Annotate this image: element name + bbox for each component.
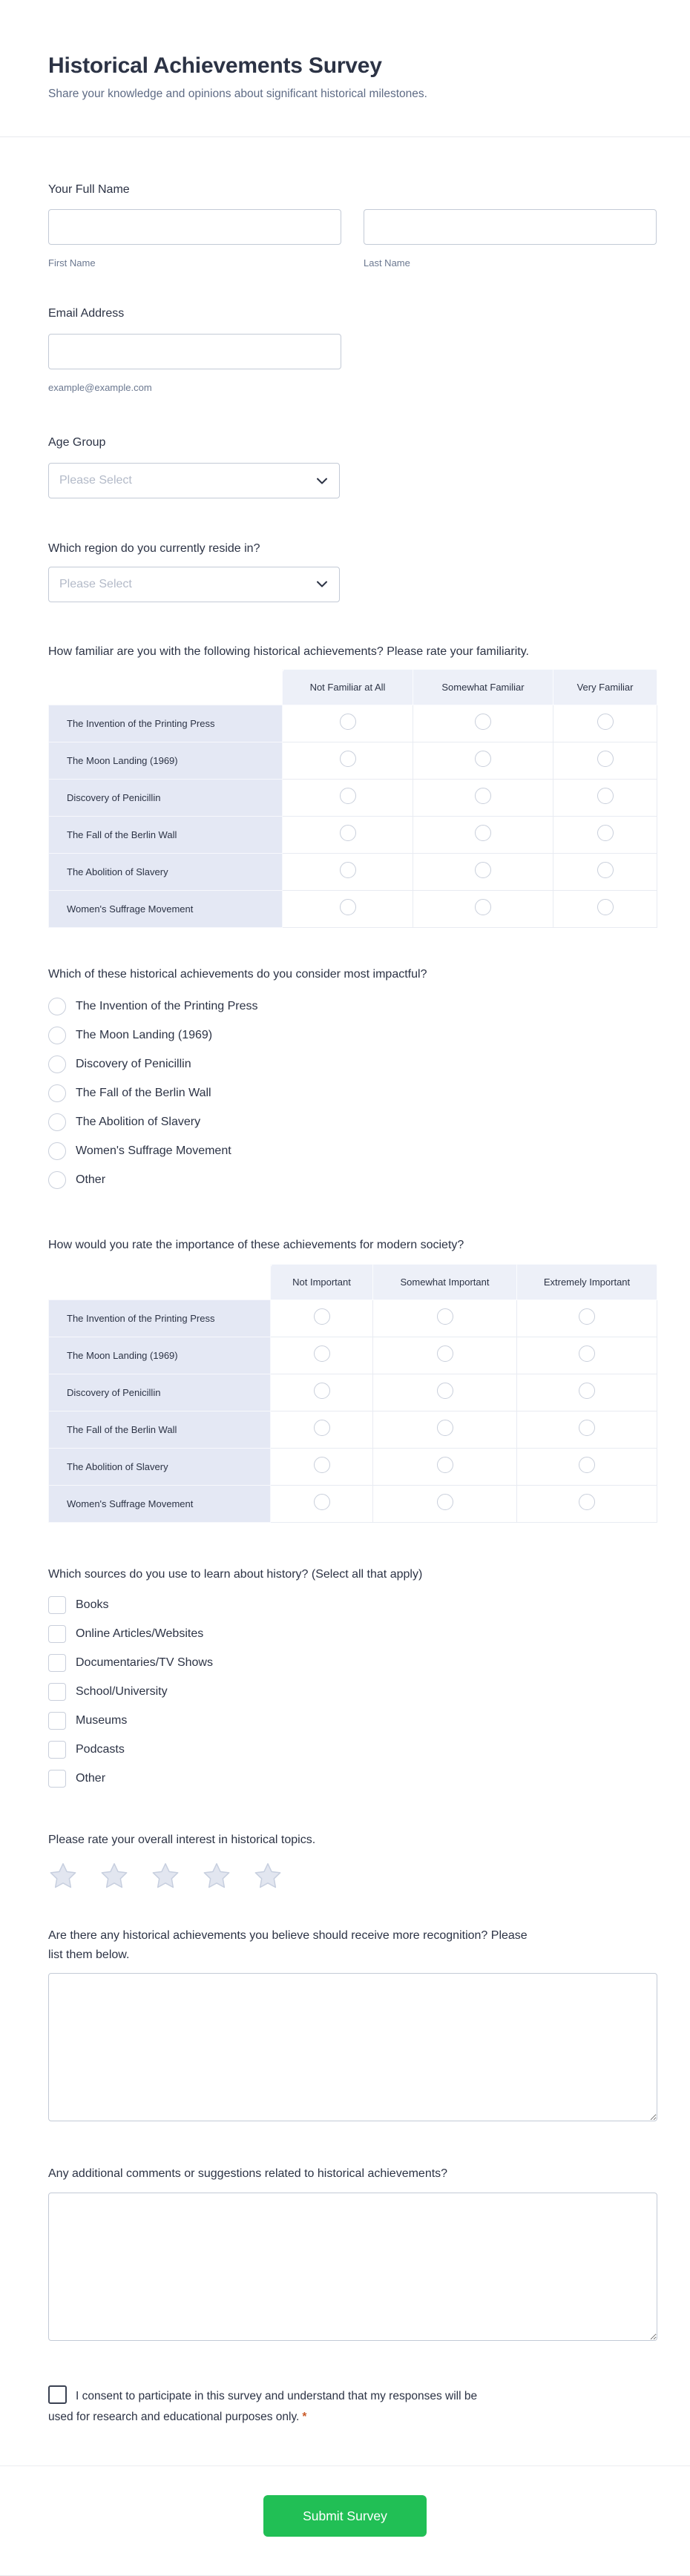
radio-button[interactable] bbox=[48, 1171, 66, 1189]
table-row bbox=[49, 1374, 657, 1411]
matrix-row-label: The Abolition of Slavery bbox=[49, 853, 283, 890]
recognition-label: Are there any historical achievements you believe should receive more recognition? Please list them below. bbox=[48, 1928, 528, 1961]
star-icon[interactable] bbox=[48, 1861, 78, 1891]
radio-option-label: Discovery of Penicillin bbox=[76, 1058, 191, 1071]
matrix-radio[interactable] bbox=[340, 862, 356, 878]
matrix-radio[interactable] bbox=[437, 1420, 453, 1436]
question-matrix-importance bbox=[48, 1236, 657, 1522]
matrix-row-label: Discovery of Penicillin bbox=[49, 779, 283, 816]
list-item bbox=[48, 1169, 657, 1191]
list-item bbox=[48, 1768, 657, 1790]
checkbox[interactable] bbox=[48, 1683, 66, 1701]
consent-field bbox=[48, 2385, 493, 2428]
header-divider bbox=[0, 136, 690, 137]
list-item bbox=[48, 1594, 657, 1616]
chevron-down-icon bbox=[317, 478, 327, 484]
list-item bbox=[48, 1681, 657, 1703]
checkbox[interactable] bbox=[48, 1770, 66, 1788]
page-title: Historical Achievements Survey bbox=[48, 53, 382, 78]
matrix-radio[interactable] bbox=[314, 1494, 330, 1510]
table-row bbox=[49, 1299, 657, 1337]
table-row bbox=[49, 890, 657, 927]
checkbox-option-label: Books bbox=[76, 1598, 109, 1612]
matrix-radio[interactable] bbox=[437, 1457, 453, 1473]
full-name-label: Your Full Name bbox=[48, 183, 130, 196]
matrix-radio[interactable] bbox=[437, 1308, 453, 1325]
radio-option-label: The Invention of the Printing Press bbox=[76, 1000, 258, 1013]
matrix-column-header: Extremely Important bbox=[517, 1264, 657, 1299]
list-item bbox=[48, 1024, 657, 1047]
matrix-radio[interactable] bbox=[597, 751, 614, 767]
matrix-radio[interactable] bbox=[579, 1494, 595, 1510]
matrix-importance-table bbox=[48, 1264, 657, 1523]
consent-checkbox[interactable] bbox=[48, 2385, 67, 2404]
table-row bbox=[49, 853, 657, 890]
radio-option-label: The Abolition of Slavery bbox=[76, 1116, 201, 1129]
matrix-column-header: Somewhat Familiar bbox=[413, 669, 553, 705]
matrix-radio[interactable] bbox=[597, 899, 614, 915]
matrix-radio[interactable] bbox=[475, 825, 491, 841]
comments-textarea[interactable] bbox=[48, 2193, 657, 2341]
matrix-row-label: The Invention of the Printing Press bbox=[49, 705, 283, 742]
checkbox-option-label: Documentaries/TV Shows bbox=[76, 1656, 213, 1670]
matrix-row-label: The Fall of the Berlin Wall bbox=[49, 1411, 271, 1448]
matrix-radio[interactable] bbox=[597, 714, 614, 730]
age-group-select[interactable] bbox=[48, 463, 340, 498]
matrix-radio[interactable] bbox=[314, 1457, 330, 1473]
checkbox-option-label: Online Articles/Websites bbox=[76, 1627, 204, 1641]
matrix-row-label: Women's Suffrage Movement bbox=[49, 890, 283, 927]
submit-button[interactable]: Submit Survey bbox=[263, 2495, 427, 2537]
matrix-radio[interactable] bbox=[597, 788, 614, 804]
table-row bbox=[49, 705, 657, 742]
matrix-radio[interactable] bbox=[340, 751, 356, 767]
checkbox[interactable] bbox=[48, 1654, 66, 1672]
matrix-column-header: Somewhat Important bbox=[373, 1264, 517, 1299]
matrix-radio[interactable] bbox=[437, 1494, 453, 1510]
matrix-radio[interactable] bbox=[475, 899, 491, 915]
matrix-row-label: The Moon Landing (1969) bbox=[49, 1337, 271, 1374]
matrix-radio[interactable] bbox=[314, 1420, 330, 1436]
region-select[interactable] bbox=[48, 567, 340, 602]
checkbox[interactable] bbox=[48, 1741, 66, 1759]
radio-button[interactable] bbox=[48, 1113, 66, 1131]
age-group-selected-value: Please Select bbox=[59, 474, 132, 487]
email-sublabel: example@example.com bbox=[48, 381, 152, 393]
last-name-sublabel: Last Name bbox=[364, 257, 410, 269]
form-body bbox=[0, 180, 690, 2427]
question-sources bbox=[48, 1565, 657, 1790]
question-region bbox=[48, 539, 657, 602]
matrix-radio[interactable] bbox=[597, 862, 614, 878]
list-item bbox=[48, 1053, 657, 1075]
matrix-row-label: The Abolition of Slavery bbox=[49, 1448, 271, 1485]
radio-option-label: The Moon Landing (1969) bbox=[76, 1029, 213, 1042]
matrix-radio[interactable] bbox=[314, 1308, 330, 1325]
matrix-radio[interactable] bbox=[314, 1383, 330, 1399]
consent-text: I consent to participate in this survey and understand that my responses will be used for research and educational purposes only. bbox=[48, 2389, 478, 2423]
matrix-radio[interactable] bbox=[597, 825, 614, 841]
table-row bbox=[49, 816, 657, 853]
matrix-radio[interactable] bbox=[340, 788, 356, 804]
matrix-row-label: The Invention of the Printing Press bbox=[49, 1299, 271, 1337]
chevron-down-icon bbox=[317, 581, 327, 587]
region-label: Which region do you currently reside in? bbox=[48, 542, 260, 556]
table-row bbox=[49, 1448, 657, 1485]
interest-rating-label: Please rate your overall interest in historical topics. bbox=[48, 1834, 316, 1847]
star-icon[interactable] bbox=[151, 1861, 180, 1891]
matrix-radio[interactable] bbox=[475, 788, 491, 804]
question-recognition bbox=[48, 1926, 657, 2122]
matrix-radio[interactable] bbox=[340, 825, 356, 841]
matrix-radio[interactable] bbox=[340, 714, 356, 730]
list-item bbox=[48, 1140, 657, 1162]
checkbox[interactable] bbox=[48, 1625, 66, 1643]
list-item bbox=[48, 1623, 657, 1645]
matrix-radio[interactable] bbox=[340, 899, 356, 915]
most-impactful-label: Which of these historical achievements do you consider most impactful? bbox=[48, 967, 427, 981]
question-email bbox=[48, 304, 657, 392]
age-group-label: Age Group bbox=[48, 435, 106, 449]
matrix-radio[interactable] bbox=[314, 1345, 330, 1362]
matrix-familiarity-table bbox=[48, 669, 657, 928]
list-item bbox=[48, 1739, 657, 1761]
form-header bbox=[0, 0, 690, 101]
checkbox-option-label: Museums bbox=[76, 1714, 128, 1727]
radio-option-label: Women's Suffrage Movement bbox=[76, 1144, 231, 1158]
region-selected-value: Please Select bbox=[59, 577, 132, 590]
table-row bbox=[49, 1411, 657, 1448]
matrix-radio[interactable] bbox=[579, 1383, 595, 1399]
question-full-name bbox=[48, 180, 657, 269]
matrix-row-label: Women's Suffrage Movement bbox=[49, 1485, 271, 1522]
question-comments bbox=[48, 2164, 657, 2340]
matrix-familiarity-label: How familiar are you with the following historical achievements? Please rate your familiarity. bbox=[48, 645, 529, 658]
question-most-impactful bbox=[48, 965, 657, 1191]
matrix-radio[interactable] bbox=[437, 1345, 453, 1362]
matrix-radio[interactable] bbox=[579, 1308, 595, 1325]
radio-option-label: The Fall of the Berlin Wall bbox=[76, 1087, 211, 1100]
list-item bbox=[48, 1111, 657, 1133]
checkbox[interactable] bbox=[48, 1596, 66, 1614]
checkbox[interactable] bbox=[48, 1712, 66, 1730]
list-item bbox=[48, 995, 657, 1018]
matrix-row-label: Discovery of Penicillin bbox=[49, 1374, 271, 1411]
matrix-radio[interactable] bbox=[475, 862, 491, 878]
recognition-textarea[interactable] bbox=[48, 1973, 657, 2121]
table-row bbox=[49, 742, 657, 779]
comments-label: Any additional comments or suggestions related to historical achievements? bbox=[48, 2167, 448, 2181]
page-subtitle: Share your knowledge and opinions about significant historical milestones. bbox=[48, 88, 427, 100]
matrix-radio[interactable] bbox=[579, 1345, 595, 1362]
last-name-input[interactable] bbox=[364, 209, 657, 245]
email-input[interactable] bbox=[48, 334, 341, 369]
matrix-column-header: Very Familiar bbox=[553, 669, 657, 705]
matrix-radio[interactable] bbox=[579, 1420, 595, 1436]
matrix-column-header: Not Important bbox=[271, 1264, 373, 1299]
table-row bbox=[49, 1337, 657, 1374]
checkbox-option-label: Podcasts bbox=[76, 1743, 125, 1756]
matrix-radio[interactable] bbox=[475, 751, 491, 767]
list-item bbox=[48, 1082, 657, 1104]
radio-button[interactable] bbox=[48, 1055, 66, 1073]
star-rating bbox=[48, 1861, 657, 1891]
radio-button[interactable] bbox=[48, 1027, 66, 1044]
radio-button[interactable] bbox=[48, 1142, 66, 1160]
matrix-row-label: The Fall of the Berlin Wall bbox=[49, 816, 283, 853]
checkbox-option-label: School/University bbox=[76, 1685, 168, 1699]
first-name-input[interactable] bbox=[48, 209, 341, 245]
matrix-corner-cell bbox=[49, 1264, 271, 1299]
matrix-column-header: Not Familiar at All bbox=[283, 669, 413, 705]
radio-button[interactable] bbox=[48, 998, 66, 1015]
radio-button[interactable] bbox=[48, 1084, 66, 1102]
list-item bbox=[48, 1710, 657, 1732]
email-label: Email Address bbox=[48, 307, 125, 320]
question-age-group bbox=[48, 433, 657, 498]
checkbox-option-label: Other bbox=[76, 1772, 106, 1785]
matrix-radio[interactable] bbox=[579, 1457, 595, 1473]
matrix-corner-cell bbox=[49, 669, 283, 705]
star-icon[interactable] bbox=[202, 1861, 231, 1891]
star-icon[interactable] bbox=[99, 1861, 129, 1891]
star-icon[interactable] bbox=[253, 1861, 283, 1891]
question-interest-rating bbox=[48, 1831, 657, 1890]
submit-area bbox=[0, 2466, 690, 2575]
list-item bbox=[48, 1652, 657, 1674]
required-asterisk: * bbox=[302, 2410, 307, 2423]
radio-option-label: Other bbox=[76, 1173, 106, 1187]
sources-label: Which sources do you use to learn about history? (Select all that apply) bbox=[48, 1567, 423, 1581]
table-row bbox=[49, 1485, 657, 1522]
first-name-sublabel: First Name bbox=[48, 257, 96, 269]
matrix-radio[interactable] bbox=[475, 714, 491, 730]
matrix-radio[interactable] bbox=[437, 1383, 453, 1399]
question-matrix-familiarity bbox=[48, 642, 657, 928]
matrix-importance-label: How would you rate the importance of these achievements for modern society? bbox=[48, 1239, 464, 1252]
table-row bbox=[49, 779, 657, 816]
matrix-row-label: The Moon Landing (1969) bbox=[49, 742, 283, 779]
